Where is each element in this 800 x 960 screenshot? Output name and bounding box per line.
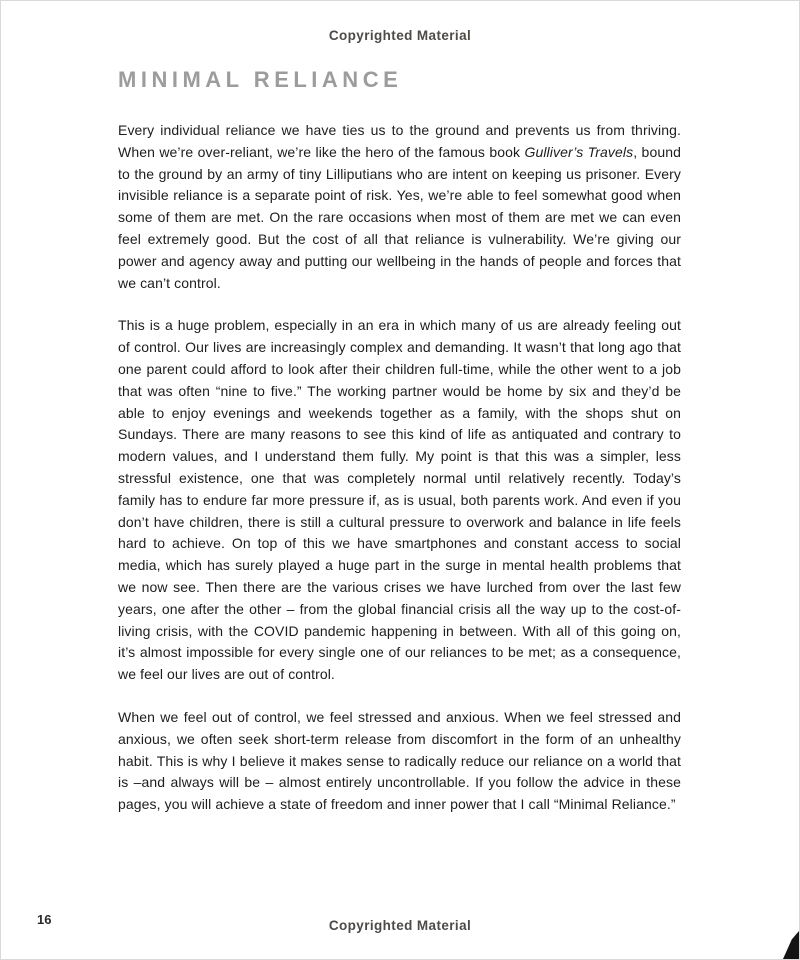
- copyright-notice-bottom: Copyrighted Material: [328, 918, 472, 933]
- paragraph-3: When we feel out of control, we feel stressed and anxious. When we feel stressed and anxious, we often seek short-term release from discomfort in the form of an unhealthy habit. This is why I believe it makes sense to radically reduce our reliance on a world that is –and always will be – almost entirely uncontrollable. If you follow the advice in these pages, you will achieve a state of freedom and inner power that I call “Minimal Reliance.”: [118, 708, 681, 813]
- scan-corner-mark: [783, 931, 799, 959]
- chapter-title: MINIMAL RELIANCE: [118, 67, 403, 92]
- paragraph-2: This is a huge problem, especially in an era in which many of us are already feeling out of control. Our lives are increasingly complex and demanding. It wasn’t that long ago that one parent could afford to look after their children full-time, while the other went to a job that was often “nine to five.” The working partner would be home by six and they’d be able to enjoy evenings and weekends together as a family, with the shops shut on Sundays. There are many reasons to see this kind of life as antiquated and contrary to modern values, and I understand them fully. My point is that this was a simpler, less stressful existence, one that was completely normal until relatively recently. Today’s family has to endure far more pressure if, as is usual, both parents work. And even if you don’t have children, there is still a cultural pressure to overwork and balance in life feels hard to achieve. On top of this we have smartphones and constant access to social media, which has surely played a huge part in the surge in mental health problems that we now see. Then there are the various crises we have lurched from over the last few years, one after the other – from the global financial crisis all the way up to the cost-of-living crisis, with the COVID pandemic happening in between. With all of this going on, it’s almost impossible for every single one of our reliances to be met; as a consequence, we feel our lives are out of control.: [118, 317, 681, 683]
- italic-book-title: Gulliver’s Travels: [524, 143, 634, 160]
- paragraph-1: [118, 120, 681, 294]
- paragraph-1-text-post: , bound to the ground by an army of tiny Lilliputians who are intent on keeping us prisoner. Every invisible reliance is a separate point of risk. Yes, we’re able to feel somewhat good when some of them are met. On the rare occasions when most of them are met we can even feel extremely good. But the cost of all that reliance is vulnerability. We’re giving our power and agency away and putting our wellbeing in the hands of people and forces that we can’t control.: [118, 143, 681, 291]
- page-number: 16: [37, 912, 52, 927]
- copyright-notice-top: Copyrighted Material: [328, 28, 472, 43]
- paragraph-1-text-pre: Every individual reliance we have ties us to the ground and prevents us from thriving. When we’re over-reliant, we’re like the hero of the famous book: [118, 122, 681, 160]
- body-text: [118, 120, 681, 816]
